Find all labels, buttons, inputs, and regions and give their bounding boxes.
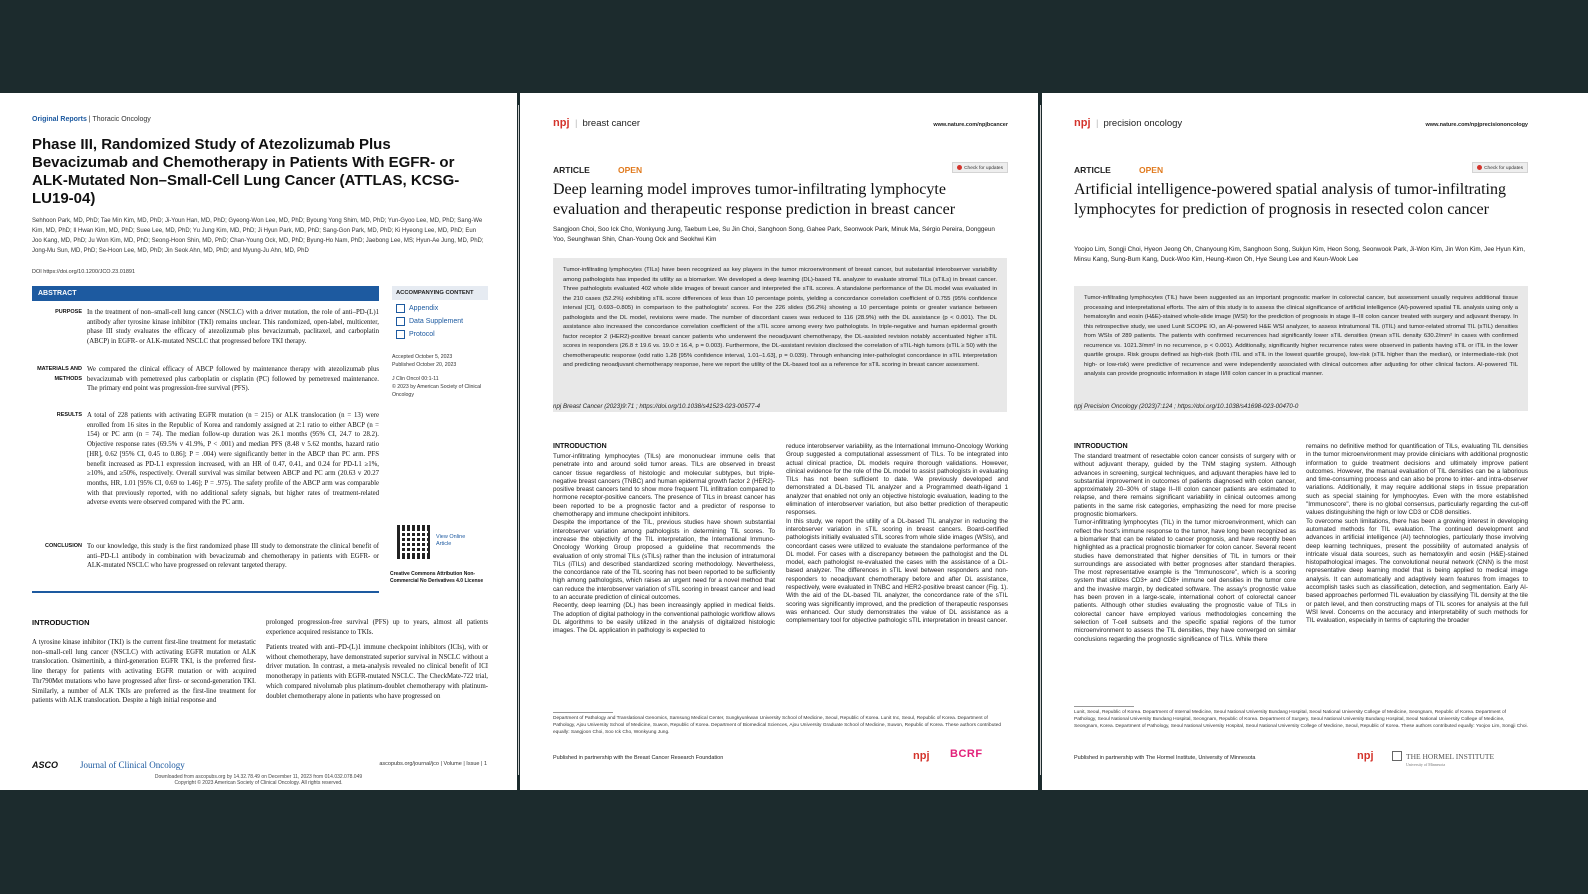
introduction-heading: INTRODUCTION (32, 618, 90, 627)
abstract-text: To our knowledge, this study is the first randomized phase III study to demonstrate the clinical benefit of anti–PD-L1 antibody in combination with bevacizumab and chemotherapy in patients with EGFR- or ALK-mutated NSCLC who have progressed on relevant targeted therapy. (87, 543, 379, 570)
journal-name: | precision oncology (1096, 118, 1182, 129)
npj-precision-oncology-page (1042, 93, 1588, 790)
update-icon (1477, 165, 1482, 170)
intro-column-right-1: prolonged progression-free survival (PFS) up to years, almost all patients experience acquired resistance to TKIs. (266, 619, 488, 636)
author-list: Yoojoo Lim, Songji Choi, Hyeon Jeong Oh, Chanyoung Kim, Sanghoon Song, Sukjun Kim, Heon Song, Seonwook Park, Ji-Won Kim, Jin Won Kim, Jee Hyun Kim, Minsu Kang, Sung-Bum Kang, Duck-Woo Kim, Heung-Kwon Oh, Hye Seung Lee and Keun-Wook Lee (1074, 246, 1526, 263)
abstract-divider (32, 591, 379, 593)
update-icon (957, 165, 962, 170)
asco-logo: ASCO (32, 760, 59, 770)
footer-url[interactable]: ascopubs.org/journal/jco | Volume | Issue | 1 (379, 761, 487, 767)
abstract-conclusion (32, 542, 379, 571)
jco-paper-page (0, 93, 517, 790)
affiliations: Lunit, Seoul, Republic of Korea. Department of Internal Medicine, Seoul National University Bundang Hospital, Seoul National University College of Medicine, Seongnam, Republic of Korea. Department of Pathology, Seoul National University Bundang Hospital, Seongnam, Republic of Korea. Department of Surgery, Seoul National University Bundang Hospital, Seoul National University College of Medicine, Seongnam, Korea. Department of Pathology, Seoul National University Hospital, Seoul National University College of Medicine, Seoul, Republic of Korea. These authors contributed equally: Yoojoo Lim, Songji Choi. (1074, 710, 1528, 729)
data-supplement-link[interactable] (396, 317, 488, 326)
abstract-header: ABSTRACT (32, 286, 379, 301)
link-icon (396, 304, 405, 313)
check-label: Check for updates (964, 166, 1003, 171)
author-list: Sehhoon Park, MD, PhD; Tae Min Kim, MD, PhD; Ji-Youn Han, MD, PhD; Gyeong-Won Lee, MD, PhD; Byoung Yong Shim, MD, PhD; Yun-Gyoo Lee, MD, PhD; Sang-We Kim, MD, PhD; Il Hwan Kim, MD, PhD; Suee Lee, MD, PhD; Yu Jung Kim, MD, PhD; Ji Hyun Park, MD, PhD; Sang-Gon Park, MD, PhD; Ki Hyeong Lee, MD, PhD; Eun Joo Kang, MD, PhD; Ju Won Kim, MD, PhD; Seong-Hoon Shin, MD, PhD; Chan-Young Ock, MD, PhD; Byung-Ho Nam, PhD; Jaebong Lee, MS; Hyun-Ae Jung, MD, PhD; Jong-Mu Sun, MD, PhD; Se-Hoon Lee, MD, PhD; Jin Seok Ahn, MD, PhD; and Myung-Ju Ahn, MD, PhD (32, 218, 484, 254)
download-line: Downloaded from ascopubs.org by 14.32.78.49 on December 11, 2023 from 014.032.078.049 (154, 774, 363, 780)
introduction-heading: INTRODUCTION (553, 443, 607, 450)
cc-license: Creative Commons Attribution Non-Commercial No Derivatives 4.0 License (390, 571, 484, 584)
journal-name: | breast cancer (575, 118, 640, 129)
accompanying-content-panel (392, 286, 488, 399)
npj-logo: npj (553, 117, 570, 129)
body-column-left: The standard treatment of resectable colon cancer consists of surgery with or without adjuvant therapy, guided by the TNM staging system. Although advances in screening, surgical techniques, and adjuvant therapies have led to substantial improvement in outcomes of patients diagnosed with colon cancer, approximately 20–30% of stage II–III colon cancer patients are estimated to relapse, and there remains significant variability in clinical outcomes among patients in the same risk categories, emphasizing the need for more precise prognostic biomarkers. Tumor-infiltrating lymphocytes (TIL) in the tumor microenvironment, which can reflect the host's immune response to the tumor, have long been recognized as a biomarker that can be related to cancer prognosis, and have recently been highlighted as a practical prognostic biomarker for colon cancer. Several recent studies have demonstrated that higher densities of TIL in tumors or their surroundings are associated with better prognoses after standard therapies. The most representative example is the "Immunoscore", which is a scoring system that utilizes CD3+ and CD8+ immune cell densities in the tumor core and the invasive margin, by dedicated software. The assay's prognostic value has been proven in a large-scale, international cohort of colorectal cancer patients. Although other studies evaluating the prognostic value of TILs in colorectal cancer have employed various methodologies concerning the selection of T-cell subsets and the specific spatial regions of the tumor microenvironment to assess the TIL densities, they have converged on similar conclusions regarding the prognostic significance of TILs. While there (1074, 453, 1296, 643)
introduction-heading: INTRODUCTION (1074, 443, 1128, 450)
link-icon (396, 317, 405, 326)
abstract-text: In the treatment of non–small-cell lung cancer (NSCLC) with a driver mutation, the role of anti–PD-(L)1 antibody after tyrosine kinase inhibitor (TKI) remains unclear. This randomized, open-label, multicenter, phase III study evaluates the efficacy of atezolizumab plus bevacizumab, paclitaxel, and carboplatin (ABCP) in EGFR- or ALK-mutated NSCLC that progressed before TKI therapy. (87, 309, 379, 346)
abstract-purpose (32, 308, 379, 347)
view-online-link[interactable]: View Online Article (436, 534, 466, 547)
npj-logo: npj (1074, 117, 1091, 129)
affiliations: Department of Pathology and Translational Genomics, Samsung Medical Center, Sungkyunkwan University School of Medicine, Seoul, Republic of Korea. Lunit Inc, Seoul, Republic of Korea. Department of Pathology, Ajou University School of Medicine, Suwon, Republic of Korea. Department of Biomedical Sciences, Ajou University Graduate School of Medicine, Suwon, Republic of Korea. These authors contributed equally: Sangjoon Choi, Soo Ick Cho, Wonkyung Jung. (553, 716, 1002, 735)
download-note (0, 774, 517, 786)
partnership-note: Published in partnership with The Hormel Institute, University of Minnesota (1074, 755, 1256, 761)
paper-title: Phase III, Randomized Study of Atezolizumab Plus Bevacizumab and Chemotherapy in Patients With EGFR- or ALK-Mutated Non–Small-Cell Lung Cancer (ATTLAS, KCSG-LU19-04) (32, 136, 460, 207)
abstract-text: We compared the clinical efficacy of ABCP followed by maintenance therapy with atezolizumab plus bevacizumab with pemetrexed plus carboplatin or cisplatin (PC) followed by pemetrexed maintenance. The primary end point was progression-free survival (PFS). (87, 366, 379, 393)
abstract-label: MATERIALS AND METHODS (37, 366, 82, 382)
article-label: ARTICLE (553, 165, 590, 175)
journal-url[interactable]: www.nature.com/npjbcancer (933, 122, 1008, 128)
open-access-label: OPEN (1139, 165, 1164, 175)
intro-column-left: A tyrosine kinase inhibitor (TKI) is the current first-line treatment for metastatic non–small-cell lung cancer (NSCLC) with activating EGFR mutation or ALK translocation. Osimertinib, a third-generation EGFR TKI, is the preferred first-line therapy for patients with activating EGFR mutation or with acquired Thr790Met mutations who have progressed after first- or second-generation TKI. Similarly, a number of ALK TKIs are preferred as the first-line treatment for patients with ALK translocation. Despite a high initial response and (32, 639, 256, 705)
link-label: Protocol (409, 331, 435, 338)
page-footer (32, 760, 487, 774)
article-section: Thoracic Oncology (92, 116, 151, 123)
body-column-right: remains no definitive method for quantification of TILs, evaluating TIL densities in the tumor microenvironment may provide clinicians with additional prognostic information to guide treatment decisions and ultimately improve patient outcomes. However, the manual evaluation of TIL densities can be a laborious and time-consuming process and can also be prone to inter- and intra-observer variations. Additionally, it may require additional steps in tissue preparation such as special staining for lymphocytes. Even with the more established "Immunoscore", there is no global consensus, particularly regarding the cut-off values distinguishing the high or low CD3 or CD8 densities. To overcome such limitations, there has been a growing interest in developing automated methods for TIL evaluation. The continued development and advances in artificial intelligence (AI) technologies, particularly those involving deep learning techniques, present the possibility of automated analysis of intricate visual data sources, such as hematoxylin and eosin (H&E)-stained histopathological images. The convolutional neural network (CNN) is the most representative deep learning model that is being applied to medical image analysis. It can automatically and adaptively learn features from images to accomplish tasks such as classification, detection, and segmentation. Early AI-based approaches performed TIL evaluation by classifying TIL density at the tile or patch level, and then constructing maps of TIL scores for analysis at the full WSI level. Concerns on the accuracy and interpretability of such methods for TIL evaluation, especially in terms of capturing the broader (1306, 443, 1528, 625)
accompanying-header: ACCOMPANYING CONTENT (392, 286, 488, 300)
article-type: Original Reports (32, 116, 87, 123)
citation: J Clin Oncol 00:1-11 (392, 376, 439, 382)
paper-title: Deep learning model improves tumor-infiltrating lymphocyte evaluation and therapeutic response prediction in breast cancer (553, 181, 956, 218)
download-copyright: Copyright © 2023 American Society of Clinical Oncology. All rights reserved. (174, 780, 343, 786)
copyright: © 2023 by American Society of Clinical Oncology (392, 384, 482, 398)
accepted-date: Accepted October 5, 2023 (392, 354, 453, 360)
open-access-label: OPEN (618, 165, 643, 175)
check-updates-button[interactable] (1472, 162, 1528, 173)
qr-code[interactable] (397, 525, 431, 559)
body-column-left: Tumor-infiltrating lymphocytes (TILs) are mononuclear immune cells that penetrate into and around solid tumor areas. TILs are observed in breast cancer tissue regardless of histologic and molecular subtypes, but triple-negative breast cancers (TNBC) and human epidermal growth factor 2 (HER2)-positive breast cancers tend to show more frequent TIL infiltration compared to hormone receptor-positive cancers. The presence of TILs in breast cancer has been reported to be a prognostic factor and a predictor of response to chemotherapy and immune checkpoint inhibitors. Despite the importance of the TIL, previous studies have shown substantial interobserver variation among pathologists in determining TIL scores. To increase the objectivity of the TIL interpretation, the International Immuno-Oncology Working Group proposed a guideline that recommends the evaluation of only stromal TILs (sTILs) rather than the inclusion of intratumoral TILs (iTILs) and described standardized scoring methodology. Nevertheless, the concordance rate of the TIL scoring has not been reported to be sufficiently high among pathologists, which raises an urgent need for a novel method that can reduce the interobserver variation of sTIL scoring in breast cancer and lead to an accurate prediction of clinical outcomes. Recently, deep learning (DL) has been increasingly applied in medical fields. The adoption of digital pathology in the conventional pathologic workflow allows DL algorithms to be easily utilized in the analysis of digitalized histologic images. The DL application in pathology is expected to (553, 453, 775, 635)
abstract-box: Tumor-infiltrating lymphocytes (TILs) have been recognized as key players in the tumor microenvironment of breast cancer, but substantial interobserver variability among pathologists has impeded its utility as a biomarker. We developed a deep learning (DL)-based TIL analyzer to evaluate stromal TILs (sTILs) in breast cancer. Three pathologists evaluated 402 whole slide images of breast cancer and interpreted the sTIL scores. A standalone performance of the DL model was evaluated in the 210 cases (52.2%) exhibiting sTIL score differences of less than 10 percentage points, yielding a concordance correlation coefficient of 0.755 (95% confidence interval [CI], 0.693–0.805) in comparison to the pathologists' scores. For the 226 slides (56.2%) showing a 10 percentage points or greater variance between pathologists and the DL model, revisions were made. The number of discordant cases was reduced to 116 (28.9%) with the DL assistance (p < 0.001). The DL assistance also increased the concordance correlation coefficient of the sTIL score among every two pathologists. In triple-negative and human epidermal growth factor receptor 2 (HER2)-positive breast cancer patients who underwent the neoadjuvant chemotherapy, the DL-assisted revision notably accentuated higher sTIL scores in responders (26.8 ± 19.6 vs. 19.0 ± 16.4, p = 0.003). Furthermore, the DL-assistant revision disclosed the correlation of sTIL-high tumors (sTIL ≥ 50) with the chemotherapeutic response (odd ratio 1.28 [95% confidence interval, 1.01–1.63], p = 0.039). Through enhancing inter-pathologist concordance in sTIL interpretation and predicting neoadjuvant chemotherapy response, here we report the utility of the DL-based tool as a reference for sTIL scoring in breast cancer assessment. (553, 258, 1007, 412)
npj-footer-logo: npj (1357, 750, 1374, 762)
page-divider (1040, 105, 1041, 775)
published-date: Published October 20, 2023 (392, 362, 457, 368)
abstract-text: A total of 228 patients with activating EGFR mutation (n = 215) or ALK translocation (n = 13) were enrolled from 16 sites in the Republic of Korea and randomly assigned at 2:1 ratio to either ABCP (n = 154) or PC arm (n = 74). The median follow-up duration was 26.1 months (95% CI, 24.7 to 28.2). Objective response rates (69.5% v 41.9%, P < .001) and median PFS (8.48 v 5.62 months, hazard ratio [HR], 0.62 [95% CI, 0.45 to 0.86]; P = .004) were significantly better in the ABCP than PC arm. PFS benefit increased as PD-L1 expression increased, with an HR of 0.47, 0.41, and 0.24 for PD-L1 ≥1%, ≥10%, and ≥50%, respectively. Overall survival was similar between ABCP and PC arm (20.63 v 20.27 months, HR, 1.01 [95% CI, 0.69 to 1.46]; P = .975). The safety profile of the ABCP arm was comparable with that previously reported, with no additional safety signals, but higher rates of treatment-related adverse events were observed compared with the PC arm. (87, 412, 379, 507)
partnership-note: Published in partnership with the Breast Cancer Research Foundation (553, 755, 724, 761)
npj-footer-logo: npj (913, 750, 930, 762)
page-divider (518, 105, 519, 775)
author-list: Sangjoon Choi, Soo Ick Cho, Wonkyung Jung, Taebum Lee, Su Jin Choi, Sanghoon Song, Gahee Park, Seonwook Park, Minuk Ma, Sérgio Pereira, Donggeun Yoo, Seunghwan Shin, Chan-Young Ock and Seokhwi Kim (553, 226, 995, 243)
abstract-methods (32, 365, 379, 394)
journal-url[interactable]: www.nature.com/npjprecisiononcology (1425, 122, 1528, 128)
hormel-subtitle: University of Minnesota (1406, 762, 1446, 767)
article-label: ARTICLE (1074, 165, 1111, 175)
citation-line[interactable]: npj Breast Cancer (2023)9:71 ; https://doi.org/10.1038/s41523-023-00577-4 (553, 403, 761, 410)
journal-name: Journal of Clinical Oncology (80, 760, 185, 770)
citation-line[interactable]: npj Precision Oncology (2023)7:124 ; https://doi.org/10.1038/s41698-023-00470-0 (1074, 403, 1299, 410)
hormel-institute-logo (1392, 751, 1494, 768)
link-label: Data Supplement (409, 318, 464, 325)
body-column-right: reduce interobserver variability, as the International Immuno-Oncology Working Group suggested a computational assessment of TILs. To be integrated into actual clinical practice, DL models require thorough validations. However, clinical evidence for the role of the DL model to assist pathologists in evaluating TILs has not been sufficient to date. We previously developed and demonstrated a DL-based TIL analyzer and a Programmed death-ligand 1 analyzer that enabled not only an objective histologic evaluation, leading to the elimination of interobserver variation, but also better prediction of therapeutic responses. In this study, we report the utility of a DL-based TIL analyzer in reducing the interobserver variation in sTIL scoring in breast cancers. Board-certified pathologists initially evaluated sTIL scores from whole slide images (WSIs), and concordant cases were utilized to evaluate the standalone performance of the DL model. For cases with a discrepancy between the pathologist and the DL model, each pathologist re-evaluated the cases with the assistance of a DL-based analyzer. The differences in sTIL level between responders and non-responders to neoadjuvant chemotherapy before and after DL assistance, respectively, were evaluated in TNBC and HER2-positive breast cancer (Fig. 1). With the aid of the DL-based TIL analyzer, the concordance rate of the sTIL scoring was significantly improved, and the prediction of therapeutic responses was enhanced. Our study demonstrates the value of DL assistance as a complementary tool for objective pathologic sTIL interpretation in breast cancer. (786, 443, 1008, 625)
abstract-label: CONCLUSION (45, 543, 82, 549)
hormel-emblem-icon (1392, 751, 1402, 761)
paper-title: Artificial intelligence-powered spatial analysis of tumor-infiltrating lymphocytes for prediction of prognosis in resected colon cancer (1074, 181, 1506, 218)
hormel-wordmark: THE HORMEL INSTITUTE (1406, 752, 1495, 761)
check-label: Check for updates (1484, 166, 1523, 171)
abstract-box: Tumor-infiltrating lymphocytes (TIL) have been suggested as an important prognostic marker in colorectal cancer, but assessment usually requires additional tissue processing and interpretational efforts. The aim of this study is to assess the clinical significance of artificial intelligence (AI)-powered spatial TIL analysis using only a hematoxylin and eosin (H&E)-stained whole-slide image (WSI) for the prediction of prognosis in stage II–III colon cancer treated with surgery and adjuvant therapy. In this retrospective study, we used Lunit SCOPE IO, an AI-powered H&E WSI analyzer, to assess intratumoral TIL (iTIL) and tumor-related stromal TIL (sTIL) densities from WSIs of 289 patients. The patients with confirmed recurrences had significantly lower sTIL densities (mean sTIL density 630.2/mm² in cases with confirmed recurrence vs. 1021.3/mm² in no recurrence, p < 0.001). Additionally, significantly higher recurrence rates were observed in patients having sTIL or iTIL in the lower quartile groups. Risk groups defined as high-risk (both iTIL and sTIL in the lowest quartile groups), low-risk (sTIL higher than the median), or intermediate-risk (not high- or low-risk) were predictive of recurrence and were independently associated with clinical outcomes after adjusting for other clinical factors. AI-powered TIL analysis can provide prognostic information in stage II/III colon cancer in a practical manner. (1074, 286, 1528, 411)
intro-column-right-2: Patients treated with anti–PD-(L)1 immune checkpoint inhibitors (ICIs), with or without chemotherapy, have demonstrated superior survival in NSCLC without a driver mutation. In contrast, a meta-analysis revealed no clinical benefit of ICI monotherapy in patients with EGFR-mutated NSCLC. The CheckMate-722 trial, which compared nivolumab plus platinum-doublet chemotherapy with platinum-doublet chemotherapy alone in patients who have progressed on (266, 644, 488, 700)
abstract-results (32, 411, 379, 508)
npj-breast-cancer-page (520, 93, 1038, 790)
footnote-rule (1074, 706, 1134, 707)
footnote-rule (553, 712, 613, 713)
abstract-label: RESULTS (56, 412, 82, 418)
bcrf-logo (950, 748, 983, 760)
check-updates-button[interactable] (952, 162, 1008, 173)
article-kicker: Original Reports | Thoracic Oncology (32, 116, 151, 123)
appendix-link[interactable] (396, 304, 488, 313)
link-label: Appendix (409, 305, 439, 312)
doi-link[interactable]: DOI https://doi.org/10.1200/JCO.23.01891 (32, 269, 136, 275)
abstract-label: PURPOSE (55, 309, 82, 315)
link-icon (396, 330, 405, 339)
bcrf-wordmark: BCRF (950, 748, 983, 760)
protocol-link[interactable] (396, 330, 488, 339)
